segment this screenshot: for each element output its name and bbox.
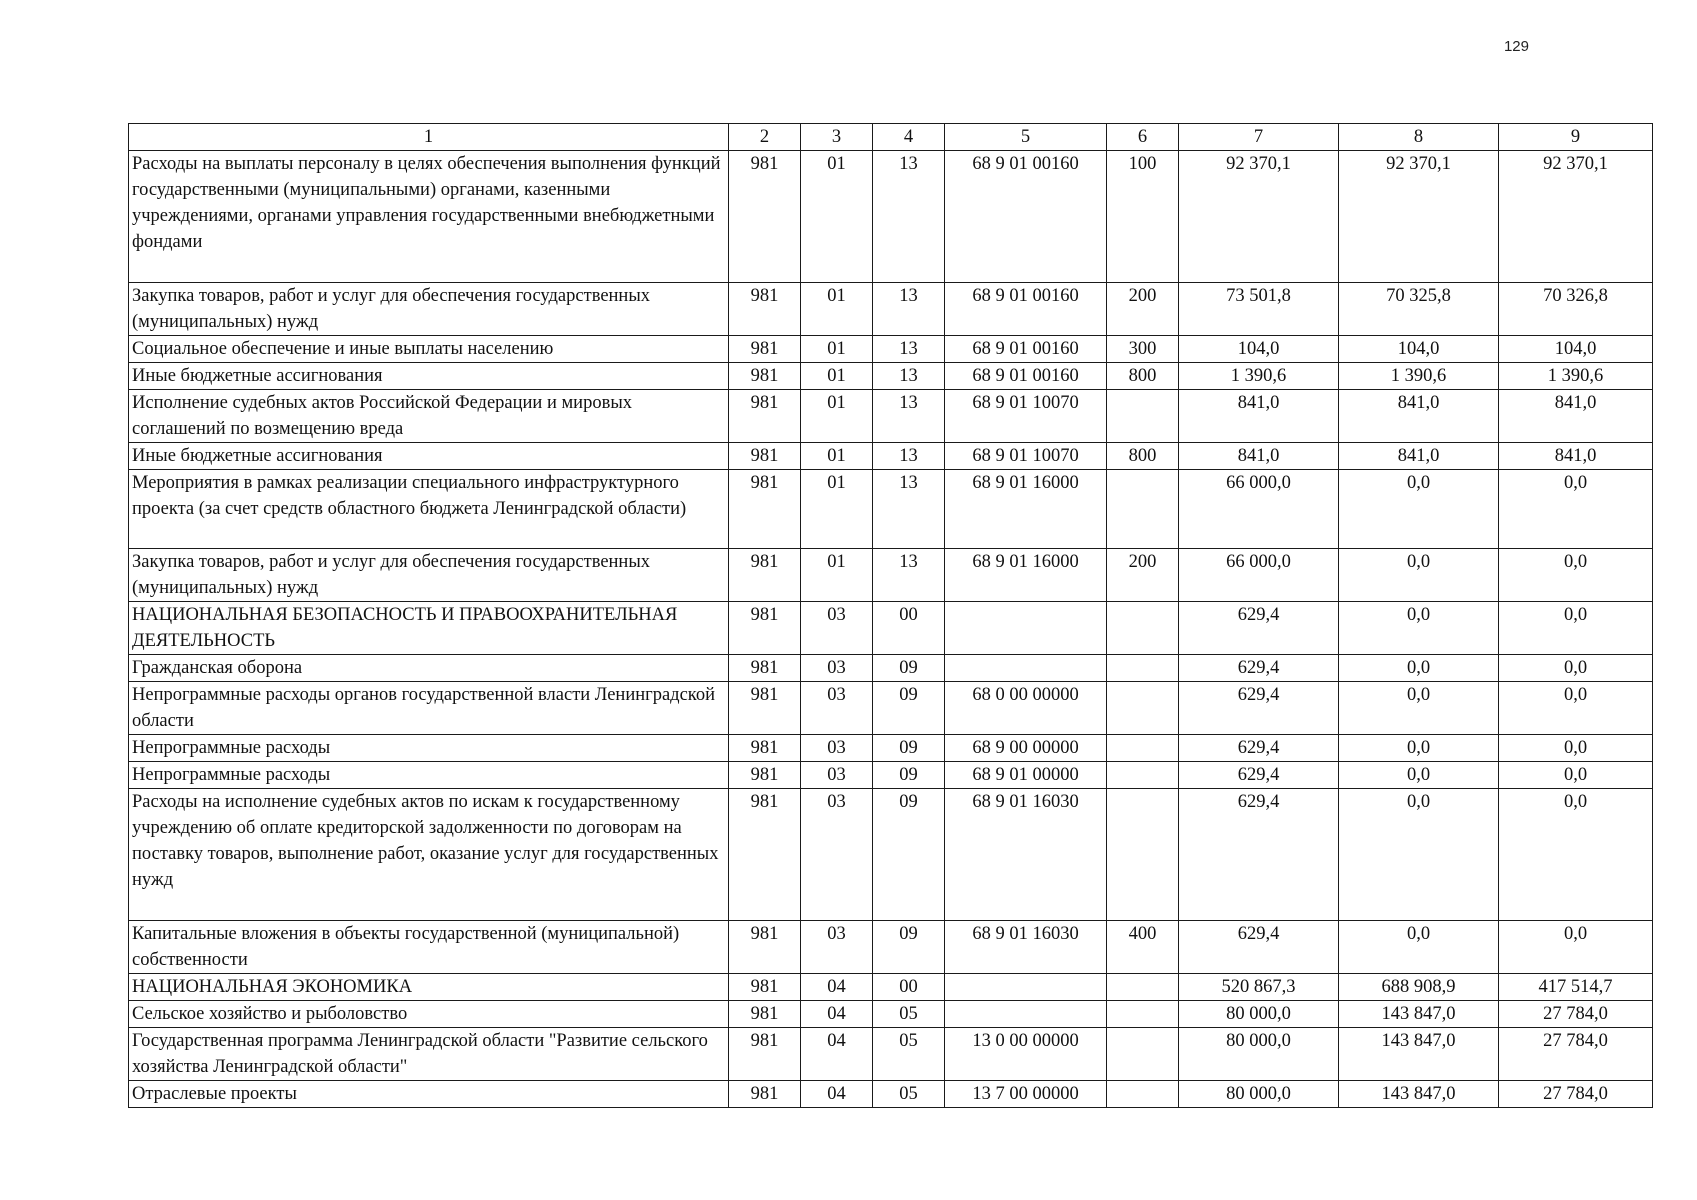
row-code-3: 01 (801, 363, 873, 390)
row-code-6 (1107, 602, 1179, 655)
row-code-2: 981 (729, 655, 801, 682)
row-code-6: 200 (1107, 283, 1179, 336)
row-code-5: 68 9 01 10070 (945, 390, 1107, 443)
row-code-4: 09 (873, 921, 945, 974)
row-amount-9: 0,0 (1499, 762, 1653, 789)
row-amount-8: 92 370,1 (1339, 151, 1499, 283)
row-name: НАЦИОНАЛЬНАЯ ЭКОНОМИКА (129, 974, 729, 1001)
table-row (129, 1001, 1653, 1028)
row-name: Социальное обеспечение и иные выплаты населению (129, 336, 729, 363)
row-code-5 (945, 655, 1107, 682)
row-amount-7: 520 867,3 (1179, 974, 1339, 1001)
row-amount-8: 143 847,0 (1339, 1028, 1499, 1081)
row-code-6: 200 (1107, 549, 1179, 602)
table-row (129, 151, 1653, 283)
budget-table (128, 123, 1653, 1108)
row-amount-9: 0,0 (1499, 602, 1653, 655)
table-row (129, 1081, 1653, 1108)
row-code-4: 13 (873, 336, 945, 363)
table-row (129, 443, 1653, 470)
row-code-3: 04 (801, 1081, 873, 1108)
row-amount-9: 0,0 (1499, 789, 1653, 921)
column-header: 6 (1107, 124, 1179, 151)
row-code-2: 981 (729, 1028, 801, 1081)
row-code-5: 68 9 01 00160 (945, 336, 1107, 363)
row-amount-7: 80 000,0 (1179, 1001, 1339, 1028)
column-header: 7 (1179, 124, 1339, 151)
row-code-2: 981 (729, 283, 801, 336)
row-amount-9: 27 784,0 (1499, 1001, 1653, 1028)
row-code-3: 03 (801, 762, 873, 789)
row-code-6 (1107, 1028, 1179, 1081)
row-code-2: 981 (729, 443, 801, 470)
row-amount-8: 0,0 (1339, 549, 1499, 602)
row-name: Сельское хозяйство и рыболовство (129, 1001, 729, 1028)
row-code-2: 981 (729, 735, 801, 762)
row-code-5: 68 9 01 10070 (945, 443, 1107, 470)
row-code-2: 981 (729, 390, 801, 443)
row-code-6: 800 (1107, 443, 1179, 470)
row-amount-9: 417 514,7 (1499, 974, 1653, 1001)
row-amount-8: 70 325,8 (1339, 283, 1499, 336)
table-row (129, 283, 1653, 336)
row-amount-8: 0,0 (1339, 735, 1499, 762)
row-code-5: 68 9 01 00160 (945, 283, 1107, 336)
row-amount-9: 70 326,8 (1499, 283, 1653, 336)
row-code-4: 13 (873, 390, 945, 443)
table-row (129, 390, 1653, 443)
row-amount-7: 629,4 (1179, 789, 1339, 921)
row-code-6: 800 (1107, 363, 1179, 390)
table-row (129, 549, 1653, 602)
row-amount-8: 0,0 (1339, 921, 1499, 974)
table-row (129, 762, 1653, 789)
row-code-2: 981 (729, 921, 801, 974)
row-code-3: 01 (801, 549, 873, 602)
row-code-5: 68 9 01 16000 (945, 470, 1107, 549)
row-code-2: 981 (729, 470, 801, 549)
row-amount-9: 92 370,1 (1499, 151, 1653, 283)
row-code-4: 09 (873, 655, 945, 682)
row-name: Иные бюджетные ассигнования (129, 443, 729, 470)
row-code-5: 68 9 01 16000 (945, 549, 1107, 602)
row-code-4: 05 (873, 1001, 945, 1028)
row-code-6: 100 (1107, 151, 1179, 283)
column-header: 4 (873, 124, 945, 151)
row-code-3: 03 (801, 655, 873, 682)
row-code-3: 01 (801, 283, 873, 336)
row-amount-7: 841,0 (1179, 390, 1339, 443)
row-amount-8: 143 847,0 (1339, 1001, 1499, 1028)
row-code-4: 13 (873, 283, 945, 336)
row-code-4: 09 (873, 682, 945, 735)
row-code-3: 01 (801, 443, 873, 470)
row-name: Расходы на исполнение судебных актов по искам к государственному учреждению об оплате кредиторской задолженности по договорам на поставку товаров, выполнение работ, оказание услуг для государственных нужд (129, 789, 729, 921)
row-code-5: 68 9 01 16030 (945, 789, 1107, 921)
table-row (129, 682, 1653, 735)
row-code-5: 68 9 00 00000 (945, 735, 1107, 762)
row-code-2: 981 (729, 789, 801, 921)
row-code-6 (1107, 735, 1179, 762)
row-code-4: 09 (873, 789, 945, 921)
row-code-5 (945, 1001, 1107, 1028)
row-name: Государственная программа Ленинградской области "Развитие сельского хозяйства Ленинградской области" (129, 1028, 729, 1081)
row-amount-7: 629,4 (1179, 762, 1339, 789)
row-amount-7: 629,4 (1179, 921, 1339, 974)
row-code-2: 981 (729, 1001, 801, 1028)
row-code-3: 01 (801, 336, 873, 363)
row-amount-8: 0,0 (1339, 789, 1499, 921)
row-amount-9: 0,0 (1499, 735, 1653, 762)
row-amount-9: 104,0 (1499, 336, 1653, 363)
row-name: Непрограммные расходы (129, 762, 729, 789)
row-amount-8: 688 908,9 (1339, 974, 1499, 1001)
row-code-5: 68 9 01 00160 (945, 363, 1107, 390)
row-code-2: 981 (729, 151, 801, 283)
row-code-3: 03 (801, 735, 873, 762)
row-code-2: 981 (729, 762, 801, 789)
row-code-5: 68 9 01 00160 (945, 151, 1107, 283)
row-amount-9: 0,0 (1499, 655, 1653, 682)
row-amount-7: 80 000,0 (1179, 1028, 1339, 1081)
row-code-6 (1107, 974, 1179, 1001)
row-amount-7: 80 000,0 (1179, 1081, 1339, 1108)
row-code-4: 13 (873, 470, 945, 549)
row-amount-9: 0,0 (1499, 470, 1653, 549)
row-code-3: 03 (801, 682, 873, 735)
row-amount-7: 1 390,6 (1179, 363, 1339, 390)
table-row (129, 789, 1653, 921)
row-name: Капитальные вложения в объекты государственной (муниципальной) собственности (129, 921, 729, 974)
row-name: Непрограммные расходы (129, 735, 729, 762)
row-code-5 (945, 602, 1107, 655)
row-name: Расходы на выплаты персоналу в целях обеспечения выполнения функций государственными (муниципальными) органами, казенными учреждениями, органами управления государственными внебюджетными фондами (129, 151, 729, 283)
row-amount-9: 27 784,0 (1499, 1028, 1653, 1081)
row-code-5 (945, 974, 1107, 1001)
column-header: 5 (945, 124, 1107, 151)
row-amount-7: 841,0 (1179, 443, 1339, 470)
row-code-2: 981 (729, 974, 801, 1001)
row-amount-9: 841,0 (1499, 443, 1653, 470)
row-amount-8: 143 847,0 (1339, 1081, 1499, 1108)
table-row (129, 363, 1653, 390)
row-code-3: 03 (801, 921, 873, 974)
row-code-4: 00 (873, 974, 945, 1001)
row-code-3: 01 (801, 390, 873, 443)
row-amount-8: 0,0 (1339, 602, 1499, 655)
column-header: 2 (729, 124, 801, 151)
row-amount-8: 841,0 (1339, 443, 1499, 470)
table-row (129, 602, 1653, 655)
row-code-4: 13 (873, 151, 945, 283)
table-row (129, 655, 1653, 682)
row-amount-8: 1 390,6 (1339, 363, 1499, 390)
row-code-6: 300 (1107, 336, 1179, 363)
row-code-2: 981 (729, 363, 801, 390)
table-row (129, 470, 1653, 549)
row-amount-7: 629,4 (1179, 655, 1339, 682)
row-code-6 (1107, 1081, 1179, 1108)
table-row (129, 1028, 1653, 1081)
column-header: 3 (801, 124, 873, 151)
row-code-2: 981 (729, 549, 801, 602)
row-amount-7: 104,0 (1179, 336, 1339, 363)
row-amount-7: 73 501,8 (1179, 283, 1339, 336)
row-code-2: 981 (729, 1081, 801, 1108)
row-code-2: 981 (729, 336, 801, 363)
row-code-6 (1107, 789, 1179, 921)
row-amount-7: 629,4 (1179, 735, 1339, 762)
page-number: 129 (1503, 38, 1529, 55)
row-amount-9: 0,0 (1499, 549, 1653, 602)
row-code-3: 04 (801, 1028, 873, 1081)
row-code-4: 05 (873, 1028, 945, 1081)
row-code-4: 09 (873, 762, 945, 789)
row-name: Иные бюджетные ассигнования (129, 363, 729, 390)
row-code-5: 13 7 00 00000 (945, 1081, 1107, 1108)
row-code-3: 03 (801, 602, 873, 655)
row-code-4: 05 (873, 1081, 945, 1108)
row-code-5: 68 0 00 00000 (945, 682, 1107, 735)
row-name: Гражданская оборона (129, 655, 729, 682)
row-code-4: 13 (873, 443, 945, 470)
row-name: Отраслевые проекты (129, 1081, 729, 1108)
row-code-3: 01 (801, 151, 873, 283)
row-amount-8: 841,0 (1339, 390, 1499, 443)
column-header: 8 (1339, 124, 1499, 151)
row-code-5: 68 9 01 00000 (945, 762, 1107, 789)
row-amount-9: 0,0 (1499, 921, 1653, 974)
row-code-6 (1107, 682, 1179, 735)
row-name: Закупка товаров, работ и услуг для обеспечения государственных (муниципальных) нужд (129, 283, 729, 336)
row-code-6 (1107, 470, 1179, 549)
row-code-5: 68 9 01 16030 (945, 921, 1107, 974)
row-amount-9: 841,0 (1499, 390, 1653, 443)
row-amount-7: 92 370,1 (1179, 151, 1339, 283)
row-code-3: 03 (801, 789, 873, 921)
table-header-row (129, 124, 1653, 151)
row-amount-8: 104,0 (1339, 336, 1499, 363)
row-amount-8: 0,0 (1339, 762, 1499, 789)
row-code-4: 09 (873, 735, 945, 762)
row-code-4: 13 (873, 549, 945, 602)
row-amount-7: 66 000,0 (1179, 470, 1339, 549)
row-code-6 (1107, 1001, 1179, 1028)
row-code-6 (1107, 390, 1179, 443)
row-code-4: 00 (873, 602, 945, 655)
row-amount-8: 0,0 (1339, 470, 1499, 549)
table-row (129, 336, 1653, 363)
row-code-2: 981 (729, 602, 801, 655)
row-code-3: 04 (801, 1001, 873, 1028)
row-amount-9: 0,0 (1499, 682, 1653, 735)
row-amount-7: 629,4 (1179, 682, 1339, 735)
row-amount-8: 0,0 (1339, 655, 1499, 682)
row-amount-8: 0,0 (1339, 682, 1499, 735)
row-name: Мероприятия в рамках реализации специального инфраструктурного проекта (за счет средств областного бюджета Ленинградской области) (129, 470, 729, 549)
row-name: Закупка товаров, работ и услуг для обеспечения государственных (муниципальных) нужд (129, 549, 729, 602)
column-header: 9 (1499, 124, 1653, 151)
row-code-6: 400 (1107, 921, 1179, 974)
table-row (129, 735, 1653, 762)
row-name: НАЦИОНАЛЬНАЯ БЕЗОПАСНОСТЬ И ПРАВООХРАНИТЕЛЬНАЯ ДЕЯТЕЛЬНОСТЬ (129, 602, 729, 655)
row-amount-7: 629,4 (1179, 602, 1339, 655)
row-code-6 (1107, 655, 1179, 682)
row-code-4: 13 (873, 363, 945, 390)
row-code-2: 981 (729, 682, 801, 735)
row-code-5: 13 0 00 00000 (945, 1028, 1107, 1081)
row-amount-9: 1 390,6 (1499, 363, 1653, 390)
row-code-6 (1107, 762, 1179, 789)
table-row (129, 921, 1653, 974)
row-amount-9: 27 784,0 (1499, 1081, 1653, 1108)
row-amount-7: 66 000,0 (1179, 549, 1339, 602)
column-header: 1 (129, 124, 729, 151)
row-code-3: 01 (801, 470, 873, 549)
table-row (129, 974, 1653, 1001)
row-name: Исполнение судебных актов Российской Федерации и мировых соглашений по возмещению вреда (129, 390, 729, 443)
row-code-3: 04 (801, 974, 873, 1001)
row-name: Непрограммные расходы органов государственной власти Ленинградской области (129, 682, 729, 735)
